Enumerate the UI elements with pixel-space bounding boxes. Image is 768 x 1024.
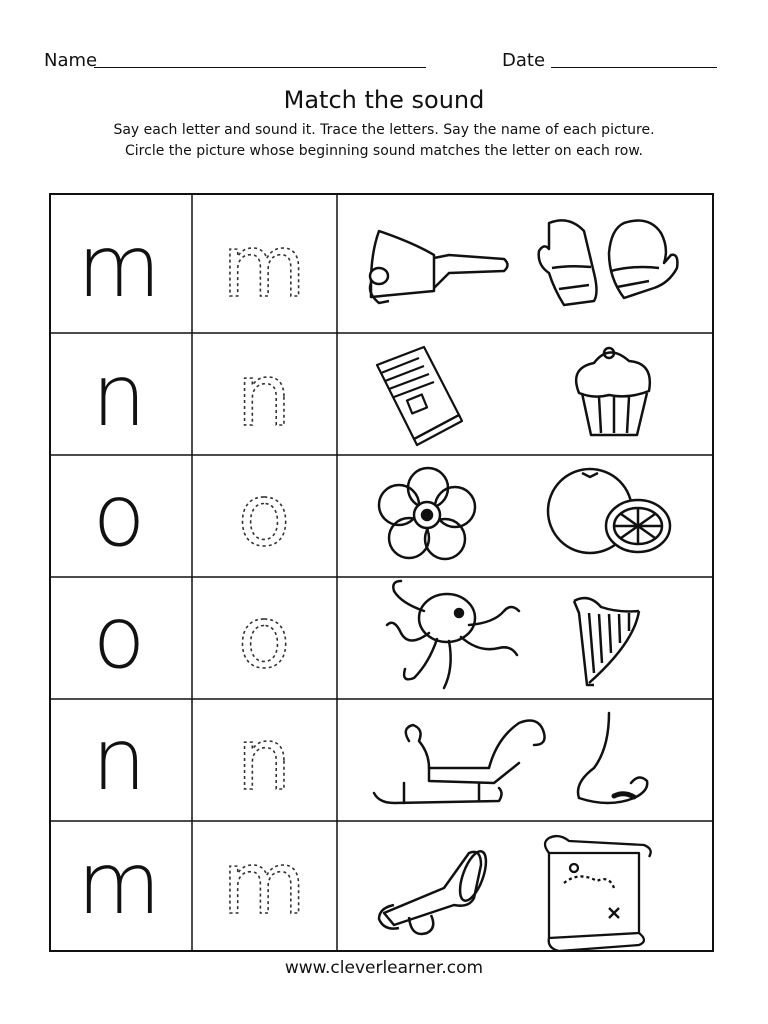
instruction-line-2: Circle the picture whose beginning sound matches the letter on each row. — [125, 143, 643, 159]
page-title: Match the sound — [283, 86, 485, 114]
table-row — [93, 466, 670, 566]
mittens-icon[interactable] — [539, 220, 678, 305]
table-row — [92, 710, 647, 810]
bell-icon[interactable] — [370, 231, 508, 303]
worksheet-grid — [49, 193, 714, 952]
table-row — [93, 581, 639, 688]
name-label: Name — [44, 50, 98, 71]
trace-letter[interactable]: n — [236, 346, 292, 446]
map-icon[interactable] — [545, 836, 651, 951]
row-letter: m — [77, 217, 161, 317]
row-letter: n — [91, 346, 147, 446]
trumpet-icon[interactable] — [379, 848, 491, 934]
nose-icon[interactable] — [578, 713, 647, 803]
table-row — [92, 346, 650, 446]
octopus-icon[interactable] — [387, 581, 519, 688]
trace-letter[interactable]: m — [222, 834, 306, 934]
row-letter: m — [77, 834, 161, 934]
row-letter: o — [92, 588, 146, 688]
date-label: Date — [502, 50, 546, 71]
orange-icon[interactable] — [548, 469, 670, 553]
row-letter: o — [92, 466, 146, 566]
newspaper-icon[interactable] — [377, 347, 462, 445]
flower-icon[interactable] — [379, 468, 475, 559]
trace-letter[interactable]: n — [236, 710, 292, 810]
date-line[interactable] — [551, 67, 717, 68]
cupcake-icon[interactable] — [576, 348, 650, 435]
trace-letter[interactable]: m — [222, 217, 306, 317]
footer-website[interactable]: www.cleverlearner.com — [284, 958, 484, 978]
table-row — [77, 834, 651, 951]
trace-letter[interactable]: o — [237, 588, 291, 688]
sleigh-icon[interactable] — [374, 721, 545, 803]
name-line[interactable] — [94, 67, 426, 68]
trace-letter[interactable]: o — [237, 466, 291, 566]
harp-icon[interactable] — [574, 598, 639, 685]
row-letter: n — [91, 710, 147, 810]
instruction-line-1: Say each letter and sound it. Trace the letters. Say the name of each picture. — [113, 122, 655, 138]
table-row — [77, 217, 677, 317]
